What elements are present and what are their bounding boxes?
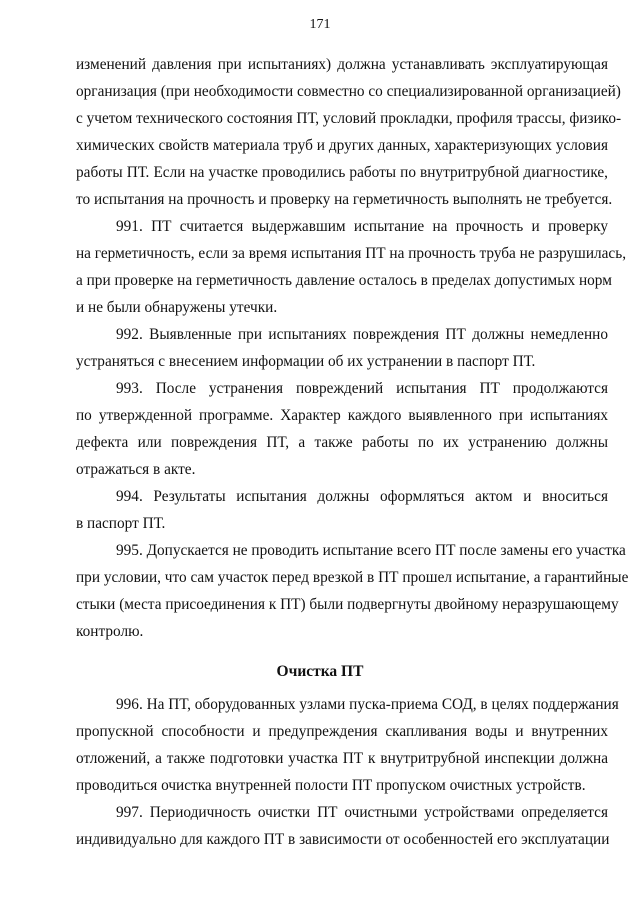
text-line: то испытания на прочность и проверку на герметичность выполнять не требуется. bbox=[76, 191, 613, 208]
body-text-section-1 bbox=[76, 51, 629, 645]
text-line: работы ПТ. Если на участке проводились работы по внутритрубной диагностике, bbox=[76, 164, 608, 181]
paragraph-993-first-line: 993. После устранения повреждений испытания ПТ продолжаются bbox=[116, 380, 608, 397]
text-line: отражаться в акте. bbox=[76, 461, 196, 478]
text-line: отложений, а также подготовки участка ПТ к внутритрубной инспекции должна bbox=[76, 750, 608, 767]
paragraph-994-first-line: 994. Результаты испытания должны оформляться актом и вноситься bbox=[116, 488, 608, 505]
text-line: дефекта или повреждения ПТ, а также работы по их устранению должны bbox=[76, 434, 608, 451]
paragraph-995-first-line: 995. Допускается не проводить испытание всего ПТ после замены его участка bbox=[116, 542, 626, 559]
text-line: организация (при необходимости совместно со специализированной организацией) bbox=[76, 83, 621, 100]
text-line: и не были обнаружены утечки. bbox=[76, 299, 278, 316]
page-number: 171 bbox=[309, 17, 331, 32]
text-line: химических свойств материала труб и других данных, характеризующих условия bbox=[76, 137, 608, 154]
paragraph-997-first-line: 997. Периодичность очистки ПТ очистными устройствами определяется bbox=[116, 804, 608, 821]
text-line: по утвержденной программе. Характер каждого выявленного при испытаниях bbox=[76, 407, 608, 424]
text-line: а при проверке на герметичность давление осталось в пределах допустимых норм bbox=[76, 272, 612, 289]
text-line: стыки (места присоединения к ПТ) были подвергнуты двойному неразрушающему bbox=[76, 596, 619, 613]
paragraph-996-first-line: 996. На ПТ, оборудованных узлами пуска-приема СОД, в целях поддержания bbox=[116, 696, 619, 713]
text-line: контролю. bbox=[76, 623, 144, 640]
text-line: пропускной способности и предупреждения скапливания воды и внутренних bbox=[76, 723, 608, 740]
paragraph-991-first-line: 991. ПТ считается выдержавшим испытание на прочность и проверку bbox=[116, 218, 608, 235]
section-heading: Очистка ПТ bbox=[276, 663, 364, 680]
text-line: на герметичность, если за время испытания ПТ на прочность труба не разрушилась, bbox=[76, 245, 627, 262]
body-text-section-2 bbox=[76, 691, 619, 853]
paragraph-992-first-line: 992. Выявленные при испытаниях повреждения ПТ должны немедленно bbox=[116, 326, 608, 343]
text-line: изменений давления при испытаниях) должна устанавливать эксплуатирующая bbox=[76, 56, 608, 73]
text-line: проводиться очистка внутренней полости ПТ пропуском очистных устройств. bbox=[76, 777, 586, 794]
text-line: устраняться с внесением информации об их устранении в паспорт ПТ. bbox=[76, 353, 536, 370]
text-line: при условии, что сам участок перед врезкой в ПТ прошел испытание, а гарантийные bbox=[76, 569, 629, 586]
text-line: в паспорт ПТ. bbox=[76, 515, 166, 532]
text-line: индивидуально для каждого ПТ в зависимости от особенностей его эксплуатации bbox=[76, 831, 610, 848]
text-line: с учетом технического состояния ПТ, условий прокладки, профиля трассы, физико- bbox=[76, 110, 622, 127]
